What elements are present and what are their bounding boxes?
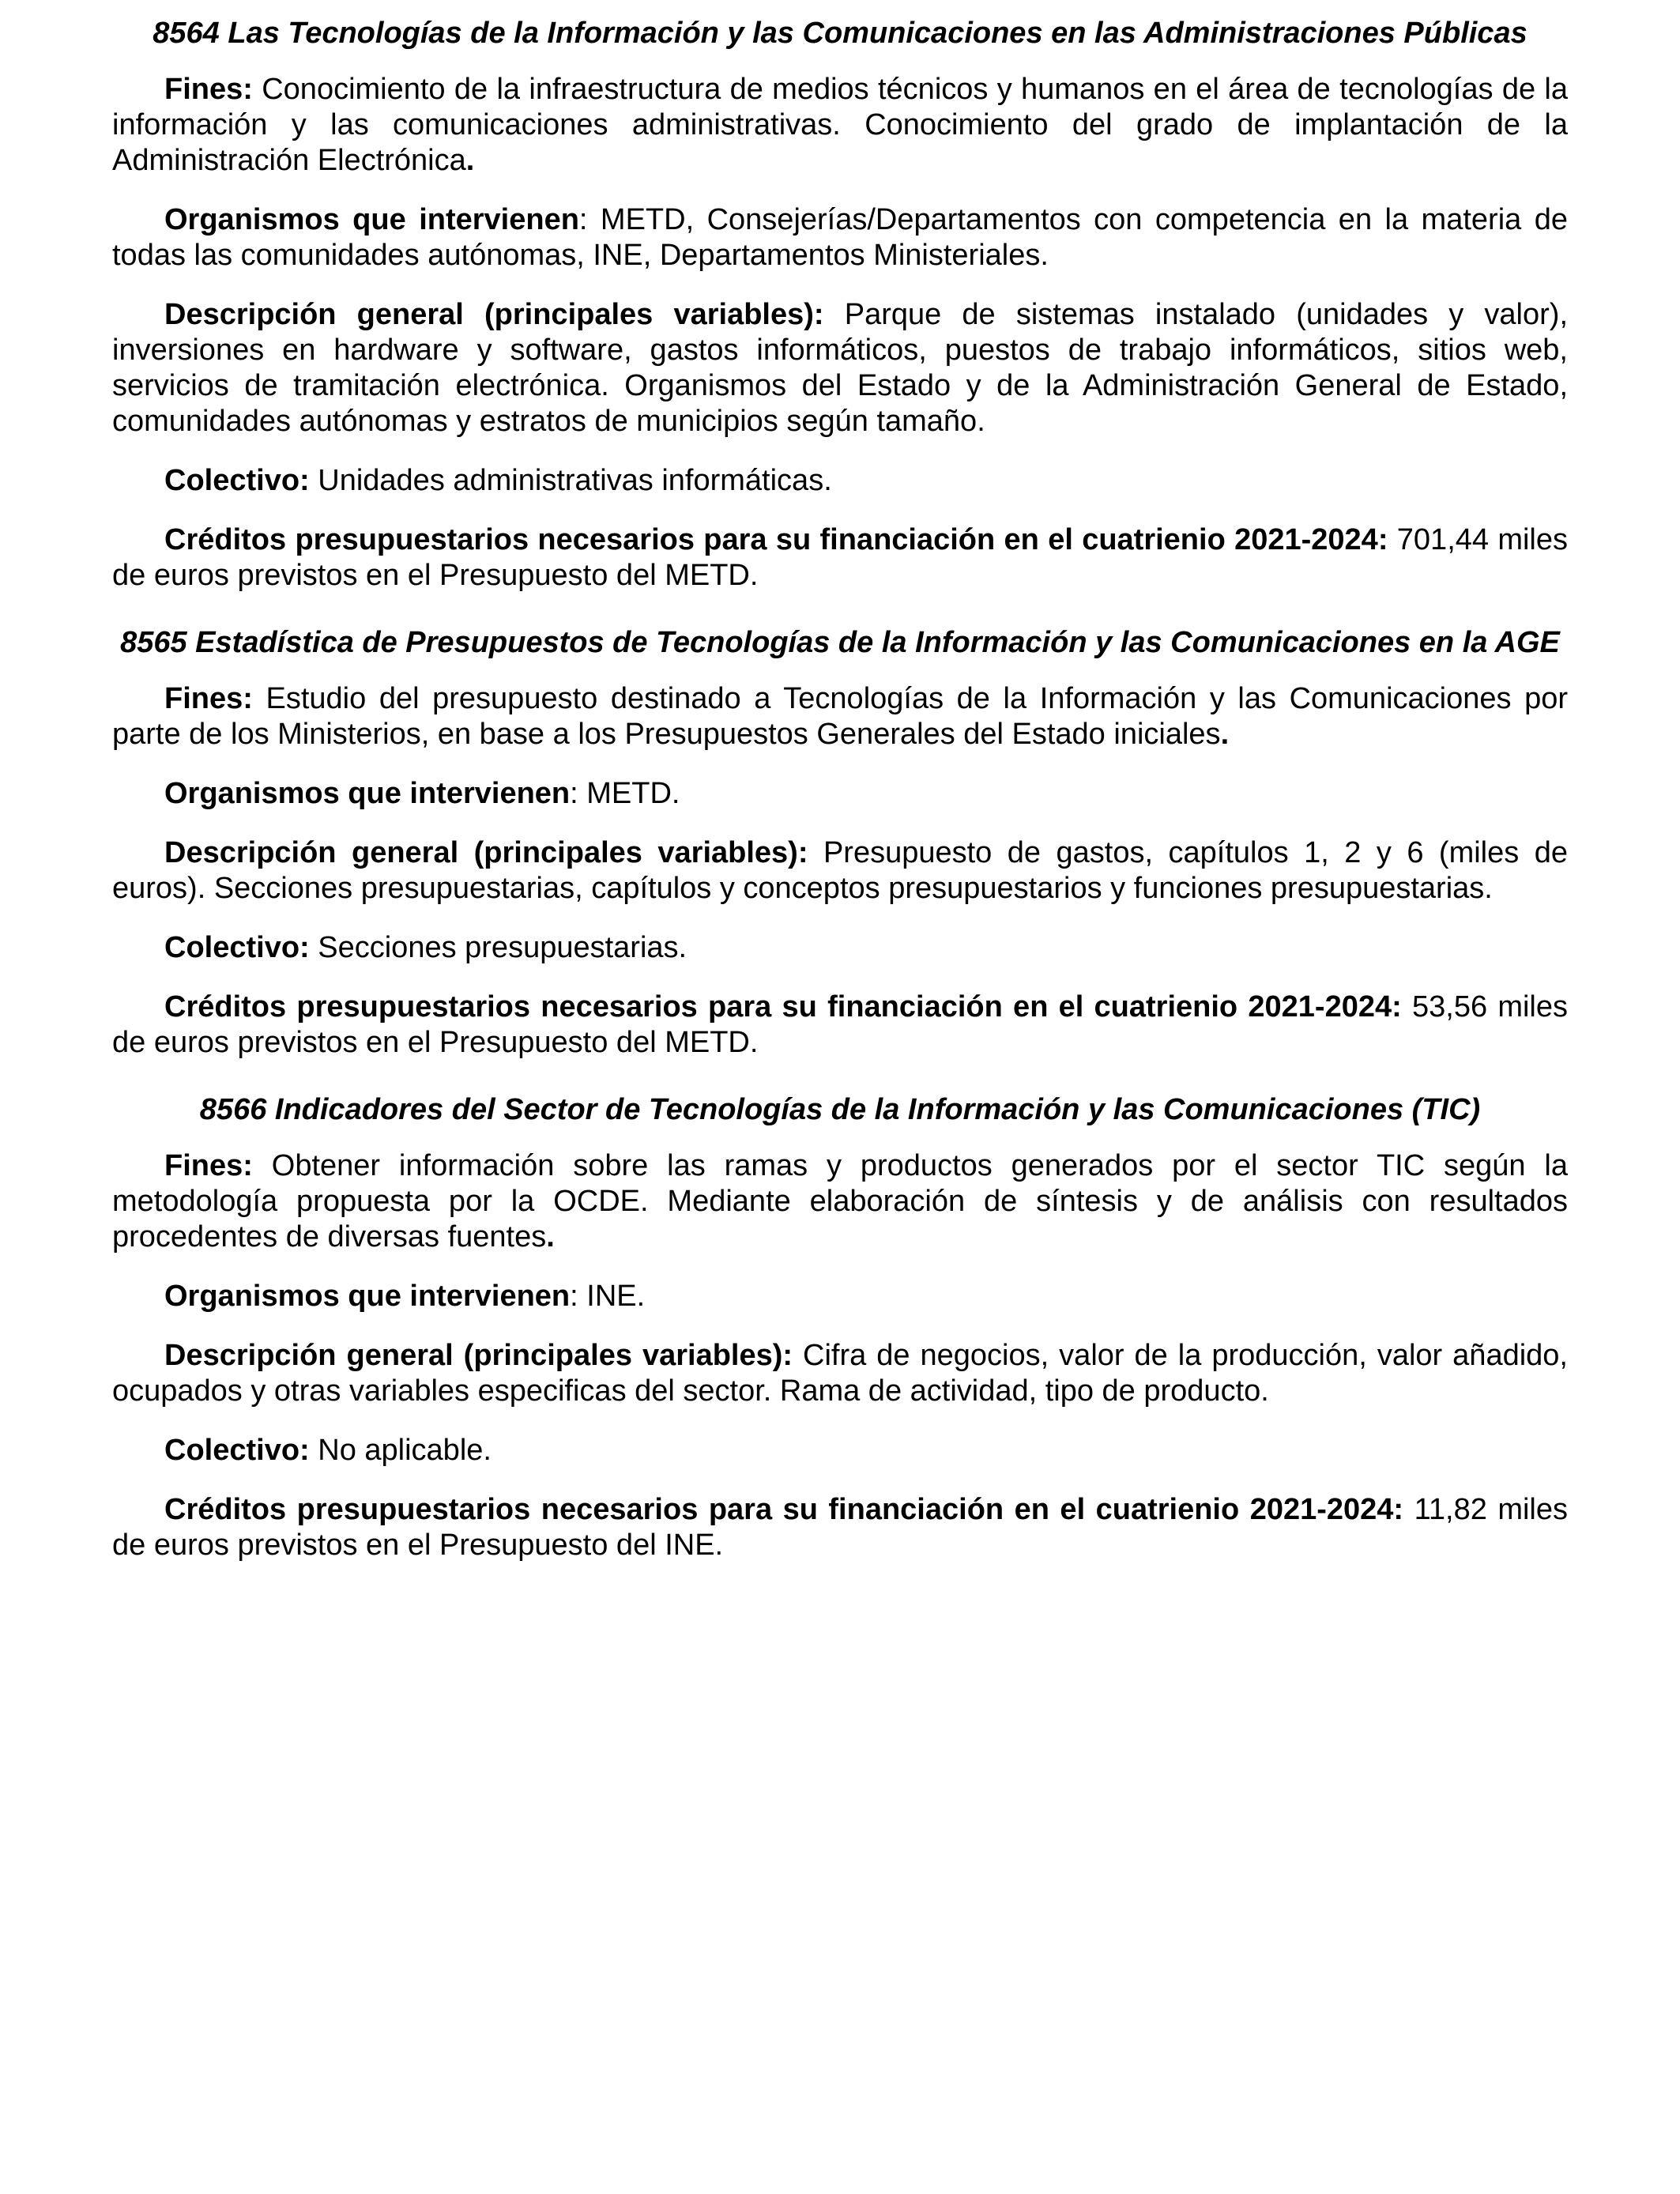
- fines-label: Fines:: [164, 73, 253, 106]
- fines-paragraph: [112, 681, 1568, 752]
- organismos-text: : METD, Consejerías/Departamentos con competencia en la materia de todas las comunidades autónomas, INE, Departamentos Ministeriales.: [112, 203, 1568, 272]
- section-8564: [112, 16, 1568, 594]
- fines-paragraph: [112, 72, 1568, 179]
- organismos-label: Organismos que intervienen: [164, 203, 579, 236]
- creditos-text: 53,56 miles de euros previstos en el Presupuesto del METD.: [112, 990, 1568, 1059]
- descripcion-label: Descripción general (principales variables):: [164, 836, 808, 869]
- section-8565: [112, 625, 1568, 1061]
- descripcion-paragraph: [112, 835, 1568, 907]
- creditos-label: Créditos presupuestarios necesarios para su financiación en el cuatrienio 2021-2024:: [164, 1493, 1404, 1526]
- fines-text: Estudio del presupuesto destinado a Tecnologías de la Información y las Comunicaciones por parte de los Ministerios, en base a los Presupuestos Generales del Estado iniciales: [112, 682, 1568, 751]
- colectivo-paragraph: [112, 463, 1568, 499]
- fines-end: .: [465, 144, 475, 177]
- colectivo-paragraph: [112, 930, 1568, 966]
- colectivo-label: Colectivo:: [164, 931, 310, 964]
- document-page: [112, 16, 1568, 1595]
- fines-paragraph: [112, 1148, 1568, 1255]
- creditos-label: Créditos presupuestarios necesarios para su financiación en el cuatrienio 2021-2024:: [164, 523, 1388, 556]
- descripcion-text: Parque de sistemas instalado (unidades y valor), inversiones en hardware y software, gastos informáticos, puestos de trabajo informáticos, sitios web, servicios de tramitación electrónica. Organismos del Estado y de la Administración General de Estado, comunidades autónomas y estratos de municipios según tamaño.: [112, 298, 1568, 438]
- fines-label: Fines:: [164, 682, 253, 715]
- descripcion-text: Presupuesto de gastos, capítulos 1, 2 y 6 (miles de euros). Secciones presupuestarias, capítulos y conceptos presupuestarios y funciones presupuestarias.: [112, 836, 1568, 905]
- descripcion-paragraph: [112, 1338, 1568, 1409]
- fines-text: Obtener información sobre las ramas y productos generados por el sector TIC según la metodología propuesta por la OCDE. Mediante elaboración de síntesis y de análisis con resultados procedentes de diversas fuentes: [112, 1149, 1568, 1253]
- fines-label: Fines:: [164, 1149, 253, 1182]
- colectivo-paragraph: [112, 1433, 1568, 1468]
- creditos-paragraph: [112, 522, 1568, 594]
- section-title: 8564 Las Tecnologías de la Información y las Comunicaciones en las Administraciones Públicas: [153, 17, 1527, 50]
- creditos-text: 11,82 miles de euros previstos en el Presupuesto del INE.: [112, 1493, 1568, 1562]
- organismos-text: : INE.: [570, 1280, 646, 1313]
- section-title: 8566 Indicadores del Sector de Tecnologías de la Información y las Comunicaciones (TIC): [199, 1093, 1481, 1126]
- descripcion-text: Cifra de negocios, valor de la producción, valor añadido, ocupados y otras variables especificas del sector. Rama de actividad, tipo de producto.: [112, 1339, 1568, 1408]
- descripcion-label: Descripción general (principales variables):: [164, 298, 824, 331]
- organismos-text: : METD.: [570, 777, 680, 810]
- creditos-paragraph: [112, 1492, 1568, 1563]
- colectivo-label: Colectivo:: [164, 1434, 310, 1467]
- descripcion-label: Descripción general (principales variables):: [164, 1339, 793, 1372]
- colectivo-label: Colectivo:: [164, 464, 310, 497]
- creditos-text: 701,44 miles de euros previstos en el Presupuesto del METD.: [112, 523, 1569, 592]
- colectivo-text: Secciones presupuestarias.: [309, 931, 687, 964]
- creditos-paragraph: [112, 990, 1568, 1061]
- organismos-label: Organismos que intervienen: [164, 1280, 571, 1313]
- organismos-paragraph: [112, 776, 1568, 812]
- section-title: 8565 Estadística de Presupuestos de Tecnologías de la Información y las Comunicaciones en la AGE: [120, 626, 1560, 659]
- fines-end: .: [546, 1220, 555, 1253]
- section-8566: [112, 1092, 1568, 1563]
- fines-text: Conocimiento de la infraestructura de medios técnicos y humanos en el área de tecnologías de la información y las comunicaciones administrativas. Conocimiento del grado de implantación de la Administración Electrónica: [112, 73, 1568, 177]
- fines-end: .: [1220, 718, 1230, 751]
- organismos-paragraph: [112, 202, 1568, 273]
- descripcion-paragraph: [112, 297, 1568, 439]
- organismos-paragraph: [112, 1279, 1568, 1314]
- creditos-label: Créditos presupuestarios necesarios para su financiación en el cuatrienio 2021-2024:: [164, 990, 1402, 1023]
- organismos-label: Organismos que intervienen: [164, 777, 571, 810]
- colectivo-text: No aplicable.: [309, 1434, 492, 1467]
- colectivo-text: Unidades administrativas informáticas.: [309, 464, 832, 497]
